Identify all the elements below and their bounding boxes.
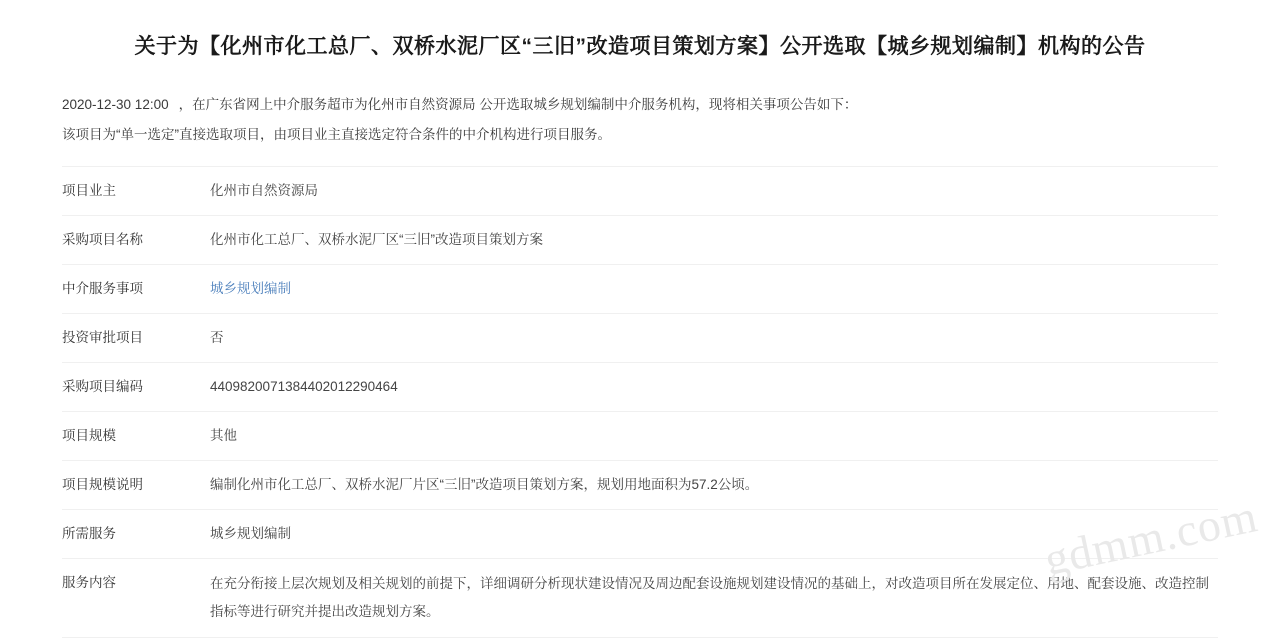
field-value-project-code: 4409820071384402012290464: [210, 379, 398, 394]
intro-line-2: 该项目为“单一选定”直接选取项目，由项目业主直接选定符合条件的中介机构进行项目服务。: [62, 127, 611, 142]
field-label-project-scale-desc: 项目规模说明: [62, 477, 143, 492]
field-label-project-code: 采购项目编码: [62, 379, 143, 394]
watermark: gdmm.com: [1039, 490, 1262, 585]
field-value-project-owner: 化州市自然资源局: [210, 183, 318, 198]
field-label-service-content: 服务内容: [62, 575, 116, 590]
field-value-service-item-link[interactable]: 城乡规划编制: [210, 281, 291, 296]
table-row: [62, 216, 1218, 265]
page-title: 关于为【化州市化工总厂、双桥水泥厂区“三旧”改造项目策划方案】公开选取【城乡规划编制】机构的公告: [134, 35, 1146, 58]
details-table: [0, 166, 1280, 638]
table-row: [62, 510, 1218, 559]
field-value-required-service: 城乡规划编制: [210, 526, 291, 541]
intro-line-1-text: ，在广东省网上中介服务超市为化州市自然资源局 公开选取城乡规划编制中介服务机构，现将相关事项公告如下：: [178, 97, 858, 112]
table-row: [62, 363, 1218, 412]
table-row: [62, 559, 1218, 638]
field-value-project-scale-desc: 编制化州市化工总厂、双桥水泥厂片区“三旧”改造项目策划方案，规划用地面积为57.2公顷。: [210, 477, 759, 492]
field-value-service-content: 在充分衔接上层次规划及相关规划的前提下，详细调研分析现状建设情况及周边配套设施规划建设情况的基础上，对改造项目所在发展定位、用地、配套设施、改造控制指标等进行研究并提出改造规划方案。: [210, 576, 1209, 619]
table-row: [62, 265, 1218, 314]
field-label-project-owner: 项目业主: [62, 183, 116, 198]
table-row: [62, 314, 1218, 363]
field-label-service-item: 中介服务事项: [62, 281, 143, 296]
field-value-investment-approval: 否: [210, 330, 224, 345]
field-label-project-name: 采购项目名称: [62, 232, 143, 247]
field-label-project-scale: 项目规模: [62, 428, 116, 443]
announcement-datetime: 2020-12-30 12:00: [62, 97, 169, 112]
intro-line-1: [62, 90, 1218, 120]
table-row: [62, 166, 1218, 216]
field-label-required-service: 所需服务: [62, 526, 116, 541]
table-row: [62, 461, 1218, 510]
field-value-project-scale: 其他: [210, 428, 237, 443]
field-value-project-name: 化州市化工总厂、双桥水泥厂区“三旧”改造项目策划方案: [210, 232, 543, 247]
announcement-intro: [0, 64, 1280, 150]
field-label-investment-approval: 投资审批项目: [62, 330, 143, 345]
table-row: [62, 412, 1218, 461]
